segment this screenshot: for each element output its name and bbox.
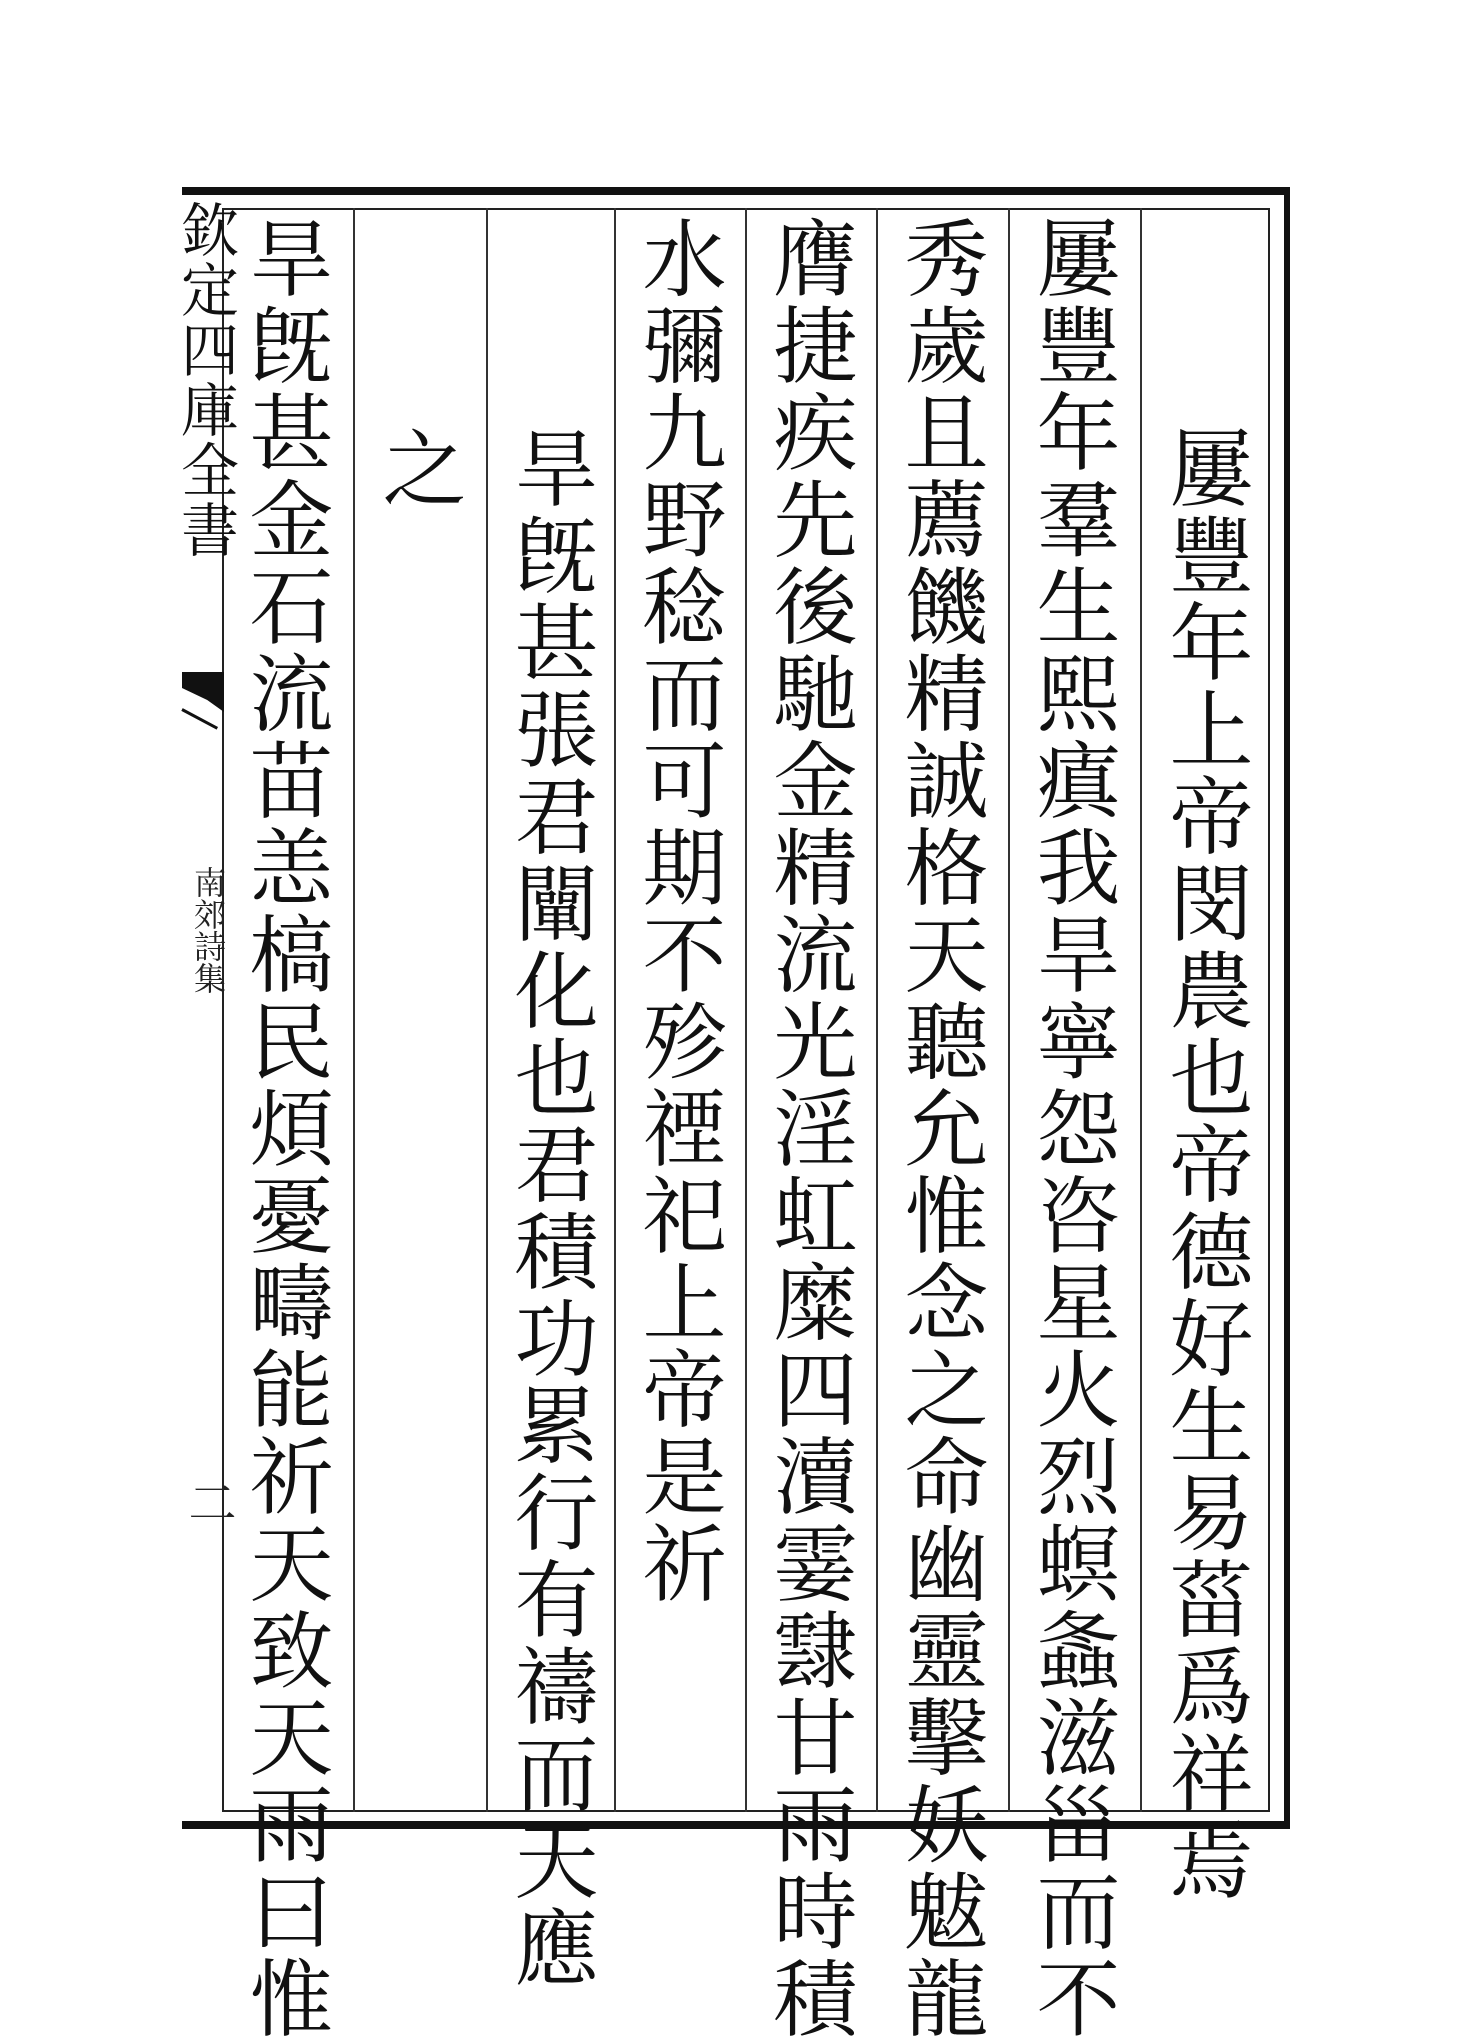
series-title: 欽定四庫全書 (171, 200, 239, 560)
column-divider (353, 208, 355, 1812)
text-column-7: 之 (369, 425, 467, 512)
text-column-2: 屢豐年羣生熙瘨我旱寧怨咨星火烈螟螽滋甾而不 (1023, 215, 1121, 2042)
column-divider (1008, 208, 1010, 1812)
book-title: 南郊詩集 (189, 866, 227, 994)
column-divider (486, 208, 488, 1812)
text-column-1: 屢豐年上帝閔農也帝德好生易菑爲祥焉 (1156, 425, 1254, 1904)
text-column-3: 秀歲且薦饑精誠格天聽允惟念之命幽靈擊妖魃龍 (891, 215, 989, 2042)
column-divider (614, 208, 616, 1812)
text-column-4: 膺捷疾先後馳金精流光淫虹糜四瀆霎霴甘雨時積 (760, 215, 858, 2042)
column-divider (1140, 208, 1142, 1812)
column-divider (876, 208, 878, 1812)
text-column-8: 旱旣甚金石流苗恙槁民煩憂疇能祈天致天雨曰惟 (236, 215, 334, 2042)
text-column-6: 旱旣甚張君闡化也君積功累行有禱而天應 (501, 425, 599, 1991)
text-column-5: 水彌九野稔而可期不殄禋祀上帝是祈 (629, 215, 727, 1607)
page-number: 二 (180, 1478, 236, 1526)
column-divider (745, 208, 747, 1812)
